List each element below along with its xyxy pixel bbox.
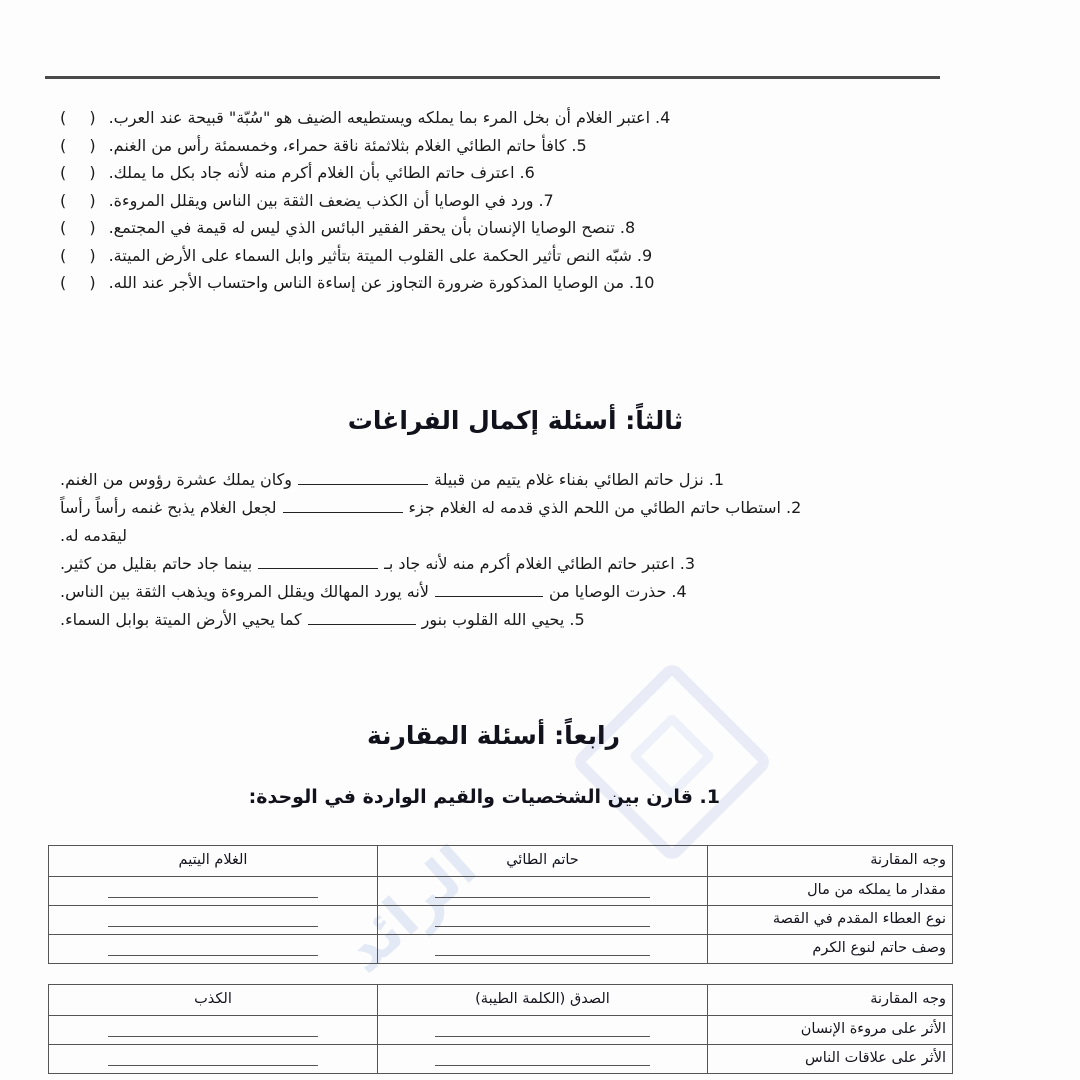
- fill-blank-input[interactable]: [258, 555, 378, 569]
- table-header-row: [49, 846, 953, 877]
- tf-item-text: اعترف حاتم الطائي بأن الغلام أكرم منه لأنه جاد بكل ما يملك.: [108, 163, 515, 182]
- table-row-label: وصف حاتم لنوع الكرم: [708, 935, 953, 964]
- true-false-item: [60, 273, 1020, 292]
- tf-answer-box[interactable]: ( ): [60, 218, 105, 237]
- answer-write-line: [108, 915, 318, 927]
- answer-write-line: [435, 886, 650, 898]
- fill-item-text-after: وكان يملك عشرة رؤوس من الغنم.: [60, 470, 292, 489]
- fill-item-number: 2.: [786, 498, 802, 517]
- true-false-question-list: [60, 108, 1020, 301]
- tf-item-text: تنصح الوصايا الإنسان بأن يحقر الفقير البائس الذي ليس له قيمة في المجتمع.: [108, 218, 615, 237]
- table-header-cell: الكذب: [49, 985, 378, 1016]
- table-answer-cell[interactable]: [49, 1016, 378, 1045]
- tf-item-number: 6.: [519, 163, 535, 182]
- fill-item-text-tail: ليقدمه له.: [60, 526, 127, 545]
- section-heading-comparison: رابعاً: أسئلة المقارنة: [366, 721, 620, 750]
- table-answer-cell[interactable]: [49, 906, 378, 935]
- true-false-item: [60, 136, 1020, 155]
- tf-item-number: 7.: [538, 190, 554, 210]
- table-header-cell: وجه المقارنة: [708, 846, 953, 877]
- table-row: [49, 1016, 953, 1045]
- fill-item-text-after: لجعل الغلام يذبح غنمه رأساً رأساً: [60, 498, 277, 517]
- fill-item-number: 5.: [569, 610, 585, 629]
- tf-answer-box[interactable]: ( ): [60, 273, 105, 292]
- fill-blank-item-continuation: [60, 526, 1020, 545]
- fill-item-text-before: يحيي الله القلوب بنور: [421, 610, 565, 629]
- table-answer-cell[interactable]: [378, 906, 708, 935]
- true-false-item: [60, 108, 1020, 127]
- tf-item-text: كافأ حاتم الطائي الغلام بثلاثمئة ناقة حمراء، وخمسمئة رأس من الغنم.: [108, 135, 567, 155]
- table-answer-cell[interactable]: [49, 935, 378, 964]
- true-false-item: [60, 191, 1020, 210]
- true-false-item: [60, 246, 1020, 265]
- answer-write-line: [435, 944, 650, 956]
- fill-item-text-after: كما يحيي الأرض الميتة بوابل السماء.: [60, 610, 302, 629]
- fill-blank-item: [60, 554, 1020, 573]
- fill-item-number: 1.: [708, 470, 725, 489]
- fill-item-text-before: حذرت الوصايا من: [548, 582, 667, 601]
- tf-item-text: من الوصايا المذكورة ضرورة التجاوز عن إساءة الناس واحتساب الأجر عند الله.: [108, 273, 625, 292]
- fill-blank-item: [60, 470, 1020, 489]
- comparison-table-characters: [48, 845, 953, 964]
- true-false-item: [60, 218, 1020, 237]
- table-header-cell: حاتم الطائي: [378, 846, 708, 877]
- tf-answer-box[interactable]: ( ): [60, 245, 105, 265]
- fill-blank-input[interactable]: [435, 583, 543, 597]
- tf-answer-box[interactable]: ( ): [60, 135, 105, 155]
- tf-item-number: 5.: [571, 135, 587, 155]
- table-row: [49, 906, 953, 935]
- answer-write-line: [108, 944, 318, 956]
- fill-blank-item: [60, 498, 1020, 517]
- table-header-cell: الصدق (الكلمة الطيبة): [378, 985, 708, 1016]
- table-row-label: الأثر على علاقات الناس: [708, 1045, 953, 1074]
- fill-item-number: 4.: [671, 582, 687, 601]
- header-divider: [45, 76, 940, 79]
- table-answer-cell[interactable]: [378, 1045, 708, 1074]
- fill-blank-input[interactable]: [298, 471, 428, 485]
- table-header-row: [49, 985, 953, 1016]
- table-answer-cell[interactable]: [49, 877, 378, 906]
- answer-write-line: [435, 1054, 650, 1066]
- table-header-cell: الغلام اليتيم: [49, 846, 378, 877]
- true-false-item: [60, 163, 1020, 182]
- fill-item-text-after: لأنه يورد المهالك ويقلل المروءة ويذهب الثقة بين الناس.: [60, 582, 429, 601]
- comparison-table-values: [48, 984, 953, 1074]
- tf-answer-box[interactable]: ( ): [60, 190, 105, 210]
- tf-answer-box[interactable]: ( ): [60, 108, 105, 127]
- fill-blank-item: [60, 610, 1020, 629]
- answer-write-line: [108, 1025, 318, 1037]
- tf-item-number: 10.: [629, 273, 655, 292]
- table-row-label: مقدار ما يملكه من مال: [708, 877, 953, 906]
- table-row-label: نوع العطاء المقدم في القصة: [708, 906, 953, 935]
- fill-item-text-before: استطاب حاتم الطائي من اللحم الذي قدمه له الغلام جزء: [408, 498, 781, 517]
- section-heading-fill-blanks: ثالثاً: أسئلة إكمال الفراغات: [347, 406, 683, 435]
- tf-item-text: شبّه النص تأثير الحكمة على القلوب الميتة بتأثير وابل السماء على الأرض الميتة.: [108, 245, 632, 265]
- table-row: [49, 935, 953, 964]
- answer-write-line: [435, 915, 650, 927]
- tf-item-number: 4.: [655, 108, 671, 127]
- table-answer-cell[interactable]: [378, 877, 708, 906]
- answer-write-line: [108, 1054, 318, 1066]
- comparison-sub-question: 1. قارن بين الشخصيات والقيم الواردة في الوحدة:: [248, 786, 720, 808]
- fill-blank-input[interactable]: [308, 611, 416, 625]
- fill-blank-item: [60, 582, 1020, 601]
- fill-blank-question-list: [60, 470, 1020, 638]
- tf-answer-box[interactable]: ( ): [60, 163, 105, 182]
- watermark-text: الرائد: [330, 832, 490, 986]
- answer-write-line: [108, 886, 318, 898]
- fill-item-text-before: نزل حاتم الطائي بفناء غلام يتيم من قبيلة: [433, 470, 704, 489]
- table-answer-cell[interactable]: [378, 935, 708, 964]
- table-answer-cell[interactable]: [49, 1045, 378, 1074]
- tf-item-text: ورد في الوصايا أن الكذب يضعف الثقة بين الناس ويقلل المروءة.: [108, 190, 534, 210]
- answer-write-line: [435, 1025, 650, 1037]
- fill-blank-input[interactable]: [283, 499, 403, 513]
- tf-item-text: اعتبر الغلام أن بخل المرء بما يملكه ويستطيعه الضيف هو "سُبّة" قبيحة عند العرب.: [108, 108, 651, 127]
- table-row: [49, 1045, 953, 1074]
- table-header-cell: وجه المقارنة: [708, 985, 953, 1016]
- table-answer-cell[interactable]: [378, 1016, 708, 1045]
- tf-item-number: 9.: [636, 245, 653, 265]
- fill-item-text-before: اعتبر حاتم الطائي الغلام أكرم منه لأنه جاد بـ: [384, 554, 675, 573]
- fill-item-text-after: بينما جاد حاتم بقليل من كثير.: [60, 554, 253, 573]
- tf-item-number: 8.: [619, 218, 636, 237]
- table-row-label: الأثر على مروءة الإنسان: [708, 1016, 953, 1045]
- fill-item-number: 3.: [679, 554, 696, 573]
- table-row: [49, 877, 953, 906]
